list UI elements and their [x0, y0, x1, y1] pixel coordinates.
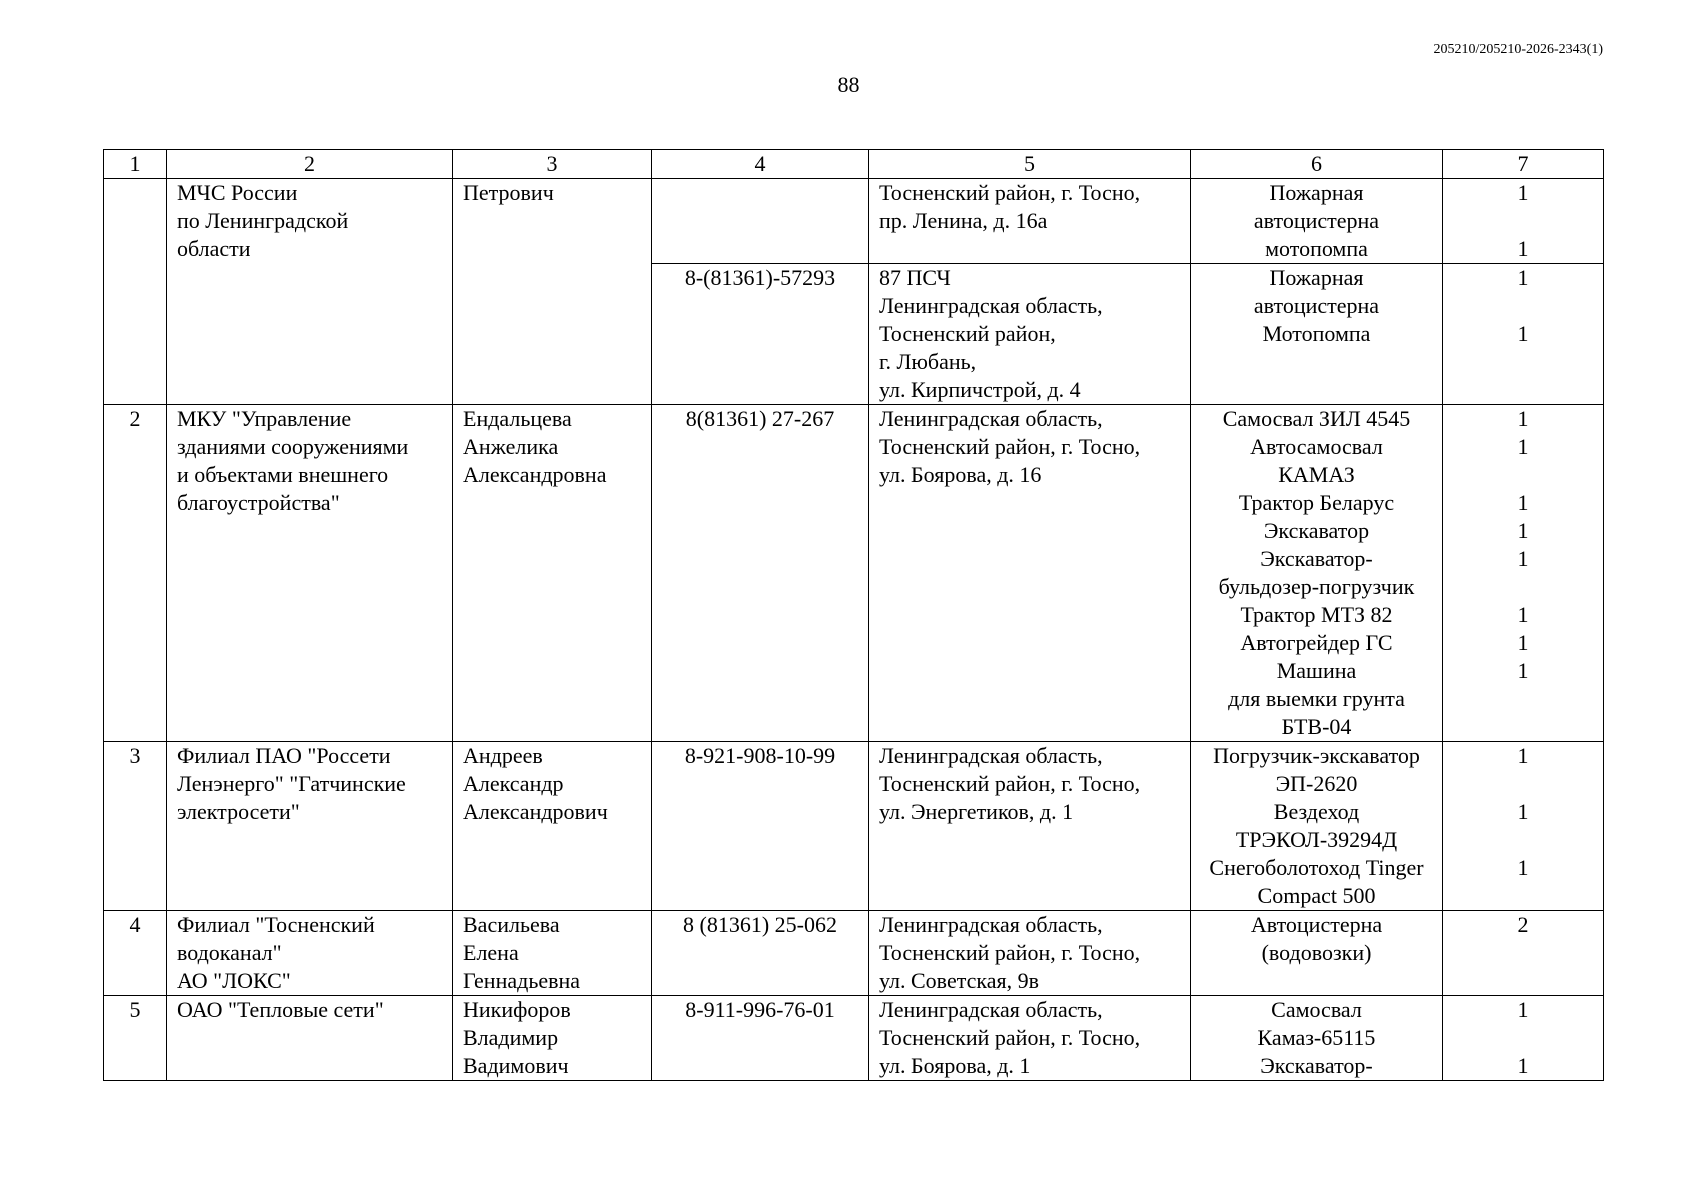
- cell-line: 87 ПСЧ: [879, 265, 951, 290]
- cell-line: 1: [1517, 180, 1529, 205]
- organization-cell: [167, 405, 453, 742]
- organization-cell: [167, 742, 453, 911]
- cell-line: [1453, 1024, 1593, 1052]
- cell-line: (водовозки): [1261, 940, 1372, 965]
- cell-line: Ленинградская область,: [879, 406, 1103, 431]
- cell-line: автоцистерна: [1253, 208, 1380, 233]
- cell-line: 1: [1517, 997, 1529, 1022]
- cell-line: [1453, 461, 1593, 489]
- phone-cell: [652, 405, 869, 742]
- equipment-cell: [1191, 179, 1443, 264]
- contact-person-cell: [453, 911, 652, 996]
- cell-line: Никифоров: [463, 997, 571, 1022]
- cell-line: Петрович: [463, 180, 554, 205]
- cell-line: Филиал ПАО "Россети: [177, 743, 391, 768]
- cell-line: Ленэнерго" "Гатчинские: [177, 771, 406, 796]
- column-number: 2: [167, 150, 453, 179]
- cell-line: Ленинградская область,: [879, 293, 1103, 318]
- cell-line: 1: [1517, 490, 1529, 515]
- cell-text: 3: [129, 743, 141, 768]
- cell-line: КАМАЗ: [1278, 462, 1355, 487]
- cell-text: 4: [129, 912, 141, 937]
- cell-line: 1: [1517, 658, 1529, 683]
- cell-line: электросети": [177, 799, 300, 824]
- row-number-cell: [104, 911, 167, 996]
- cell-line: Тосненский район, г. Тосно,: [879, 434, 1141, 459]
- cell-line: Самосвал: [1271, 997, 1362, 1022]
- cell-line: [1453, 573, 1593, 601]
- address-cell: [869, 405, 1191, 742]
- cell-line: Машина: [1276, 658, 1357, 683]
- cell-line: Пожарная: [1269, 265, 1364, 290]
- cell-line: Камаз-65115: [1257, 1025, 1376, 1050]
- cell-line: ОАО "Тепловые сети": [177, 997, 384, 1022]
- cell-line: 1: [1517, 602, 1529, 627]
- column-number: 6: [1191, 150, 1443, 179]
- contact-person-cell: [453, 742, 652, 911]
- cell-line: водоканал": [177, 940, 282, 965]
- cell-line: 1: [1517, 546, 1529, 571]
- cell-line: ул. Кирпичстрой, д. 4: [879, 377, 1081, 402]
- table-row: [104, 179, 1604, 264]
- cell-line: Александровна: [463, 462, 607, 487]
- cell-text: 8(81361) 27-267: [685, 406, 835, 431]
- cell-line: автоцистерна: [1253, 293, 1380, 318]
- cell-text: 8-(81361)-57293: [684, 265, 836, 290]
- cell-line: Ленинградская область,: [879, 912, 1103, 937]
- organization-cell: [167, 911, 453, 996]
- quantity-cell: [1443, 996, 1604, 1081]
- column-number-row: [104, 150, 1604, 179]
- column-number: 1: [104, 150, 167, 179]
- cell-line: 1: [1517, 406, 1529, 431]
- cell-line: Автогрейдер ГС: [1240, 630, 1393, 655]
- cell-line: Автосамосвал: [1250, 434, 1383, 459]
- cell-line: Самосвал ЗИЛ 4545: [1222, 406, 1411, 431]
- cell-line: [1453, 207, 1593, 235]
- cell-line: Тосненский район, г. Тосно,: [879, 771, 1141, 796]
- column-number: 4: [652, 150, 869, 179]
- cell-line: 1: [1517, 518, 1529, 543]
- cell-line: Трактор МТЗ 82: [1240, 602, 1393, 627]
- row-number-cell: [104, 996, 167, 1081]
- cell-line: и объектами внешнего: [177, 462, 389, 487]
- cell-line: Геннадьевна: [463, 968, 581, 993]
- cell-line: 1: [1517, 855, 1529, 880]
- cell-line: 1: [1517, 630, 1529, 655]
- phone-cell: [652, 179, 869, 264]
- phone-cell: [652, 742, 869, 911]
- cell-line: Мотопомпа: [1262, 321, 1371, 346]
- cell-line: ул. Боярова, д. 16: [879, 462, 1042, 487]
- cell-line: Экскаватор: [1263, 518, 1370, 543]
- quantity-cell: [1443, 264, 1604, 405]
- column-number: 5: [869, 150, 1191, 179]
- cell-line: ул. Боярова, д. 1: [879, 1053, 1031, 1078]
- cell-line: 1: [1517, 434, 1529, 459]
- table-row: [104, 996, 1604, 1081]
- column-number: 7: [1443, 150, 1604, 179]
- phone-cell: [652, 911, 869, 996]
- cell-line: Тосненский район, г. Тосно,: [879, 1025, 1141, 1050]
- cell-line: 1: [1517, 1053, 1529, 1078]
- address-cell: [869, 264, 1191, 405]
- cell-line: Филиал "Тосненский: [177, 912, 375, 937]
- cell-line: Compact 500: [1257, 883, 1376, 908]
- quantity-cell: [1443, 911, 1604, 996]
- cell-line: по Ленинградской: [177, 208, 349, 233]
- cell-line: Снегоболотоход Tinger: [1209, 855, 1424, 880]
- cell-line: 1: [1517, 321, 1529, 346]
- cell-line: Андреев: [463, 743, 543, 768]
- cell-line: зданиями сооружениями: [177, 434, 409, 459]
- cell-line: Васильева: [463, 912, 560, 937]
- cell-line: 1: [1517, 743, 1529, 768]
- equipment-cell: [1191, 742, 1443, 911]
- address-cell: [869, 996, 1191, 1081]
- cell-text: 8-911-996-76-01: [685, 997, 835, 1022]
- cell-line: Александрович: [463, 799, 608, 824]
- organization-cell: [167, 996, 453, 1081]
- cell-line: ул. Советская, 9в: [879, 968, 1039, 993]
- row-number-cell: [104, 405, 167, 742]
- row-number-cell: [104, 179, 167, 405]
- cell-line: БТВ-04: [1281, 714, 1352, 739]
- cell-line: благоустройства": [177, 490, 340, 515]
- cell-line: Экскаватор-: [1260, 546, 1373, 571]
- address-cell: [869, 179, 1191, 264]
- cell-line: [1453, 292, 1593, 320]
- equipment-cell: [1191, 996, 1443, 1081]
- cell-line: пр. Ленина, д. 16а: [879, 208, 1048, 233]
- quantity-cell: [1443, 405, 1604, 742]
- cell-line: МЧС России: [177, 180, 298, 205]
- cell-line: [1453, 713, 1593, 741]
- cell-line: области: [177, 236, 251, 261]
- cell-line: Тосненский район, г. Тосно,: [879, 180, 1141, 205]
- cell-line: АО "ЛОКС": [177, 968, 291, 993]
- cell-line: [1453, 685, 1593, 713]
- cell-line: ТРЭКОЛ-39294Д: [1235, 827, 1398, 852]
- equipment-registry-table: [103, 149, 1604, 1081]
- cell-line: Тосненский район, г. Тосно,: [879, 940, 1141, 965]
- cell-line: ЭП-2620: [1275, 771, 1358, 796]
- cell-line: г. Любань,: [879, 349, 977, 374]
- cell-text: 8-921-908-10-99: [684, 743, 836, 768]
- cell-line: Владимир: [463, 1025, 559, 1050]
- phone-cell: [652, 996, 869, 1081]
- cell-line: Тосненский район,: [879, 321, 1056, 346]
- address-cell: [869, 742, 1191, 911]
- cell-line: Александр: [463, 771, 564, 796]
- equipment-cell: [1191, 264, 1443, 405]
- cell-line: мотопомпа: [1265, 236, 1368, 261]
- cell-line: 1: [1517, 799, 1529, 824]
- cell-text: 2: [129, 406, 141, 431]
- contact-person-cell: [453, 405, 652, 742]
- row-number-cell: [104, 742, 167, 911]
- cell-line: МКУ "Управление: [177, 406, 352, 431]
- organization-cell: [167, 179, 453, 405]
- cell-line: Экскаватор-: [1260, 1053, 1373, 1078]
- cell-line: Елена: [463, 940, 519, 965]
- phone-cell: [652, 264, 869, 405]
- cell-line: 2: [1517, 912, 1529, 937]
- cell-line: Ленинградская область,: [879, 997, 1103, 1022]
- quantity-cell: [1443, 179, 1604, 264]
- cell-line: для выемки грунта: [1228, 686, 1405, 711]
- cell-text: 5: [129, 997, 141, 1022]
- cell-line: Вездеход: [1273, 799, 1360, 824]
- cell-line: Пожарная: [1269, 180, 1364, 205]
- equipment-cell: [1191, 405, 1443, 742]
- cell-line: Трактор Беларус: [1238, 490, 1395, 515]
- cell-line: [1453, 770, 1593, 798]
- contact-person-cell: [453, 996, 652, 1081]
- column-number: 3: [453, 150, 652, 179]
- cell-line: Погрузчик-экскаватор: [1213, 743, 1420, 768]
- table-row: [104, 742, 1604, 911]
- cell-line: [1453, 826, 1593, 854]
- table-row: [104, 911, 1604, 996]
- quantity-cell: [1443, 742, 1604, 911]
- table-row: [104, 405, 1604, 742]
- cell-line: ул. Энергетиков, д. 1: [879, 799, 1074, 824]
- document-code: 205210/205210-2026-2343(1): [1433, 42, 1603, 57]
- cell-line: бульдозер-погрузчик: [1218, 574, 1415, 599]
- cell-line: Ендальцева: [463, 406, 572, 431]
- page-number: 88: [837, 72, 860, 97]
- contact-person-cell: [453, 179, 652, 405]
- cell-line: 1: [1517, 236, 1529, 261]
- cell-line: Ленинградская область,: [879, 743, 1103, 768]
- cell-line: Автоцистерна: [1250, 912, 1383, 937]
- cell-text: 8 (81361) 25-062: [683, 912, 837, 937]
- cell-line: [1453, 882, 1593, 910]
- cell-line: 1: [1517, 265, 1529, 290]
- address-cell: [869, 911, 1191, 996]
- equipment-cell: [1191, 911, 1443, 996]
- cell-line: Вадимович: [463, 1053, 569, 1078]
- cell-line: [1453, 939, 1593, 967]
- cell-line: Анжелика: [463, 434, 559, 459]
